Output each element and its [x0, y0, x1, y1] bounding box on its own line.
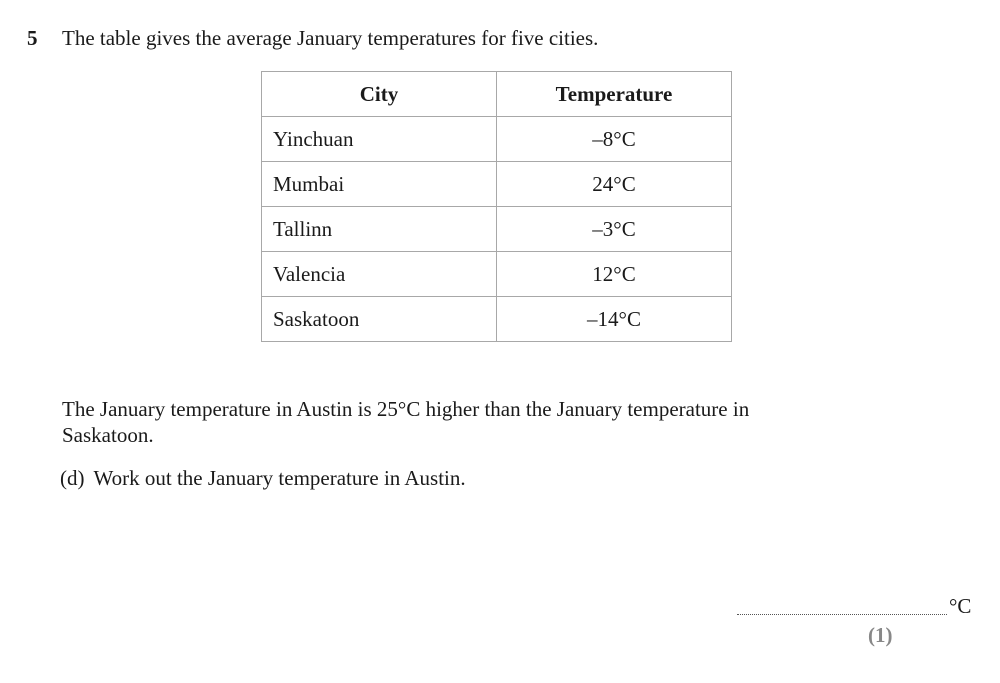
city-cell: Yinchuan: [262, 117, 497, 162]
temperature-cell: –14°C: [497, 297, 732, 342]
table-row: [262, 252, 732, 297]
city-cell: Mumbai: [262, 162, 497, 207]
table-header-row: [262, 72, 732, 117]
temperature-cell: –3°C: [497, 207, 732, 252]
column-header-temperature: Temperature: [497, 72, 732, 117]
marks-indicator: (1): [868, 623, 893, 647]
table-row: [262, 207, 732, 252]
answer-unit: °C: [949, 594, 972, 618]
table-row: [262, 117, 732, 162]
table-row: [262, 297, 732, 342]
part-d-label: (d): [60, 466, 85, 490]
temperature-cell: 12°C: [497, 252, 732, 297]
city-cell: Valencia: [262, 252, 497, 297]
austin-statement: The January temperature in Austin is 25°C higher than the January temperature in Saskatoon.: [62, 397, 750, 447]
part-d-text: Work out the January temperature in Austin.: [93, 466, 466, 490]
question-intro: The table gives the average January temperatures for five cities.: [62, 26, 599, 50]
column-header-city: City: [262, 72, 497, 117]
city-cell: Tallinn: [262, 207, 497, 252]
answer-line[interactable]: [737, 614, 947, 615]
question-number: 5: [27, 26, 38, 50]
city-cell: Saskatoon: [262, 297, 497, 342]
temperature-cell: 24°C: [497, 162, 732, 207]
table-row: [262, 162, 732, 207]
part-d: [60, 466, 466, 491]
temperature-cell: –8°C: [497, 117, 732, 162]
temperature-table: [261, 71, 732, 342]
